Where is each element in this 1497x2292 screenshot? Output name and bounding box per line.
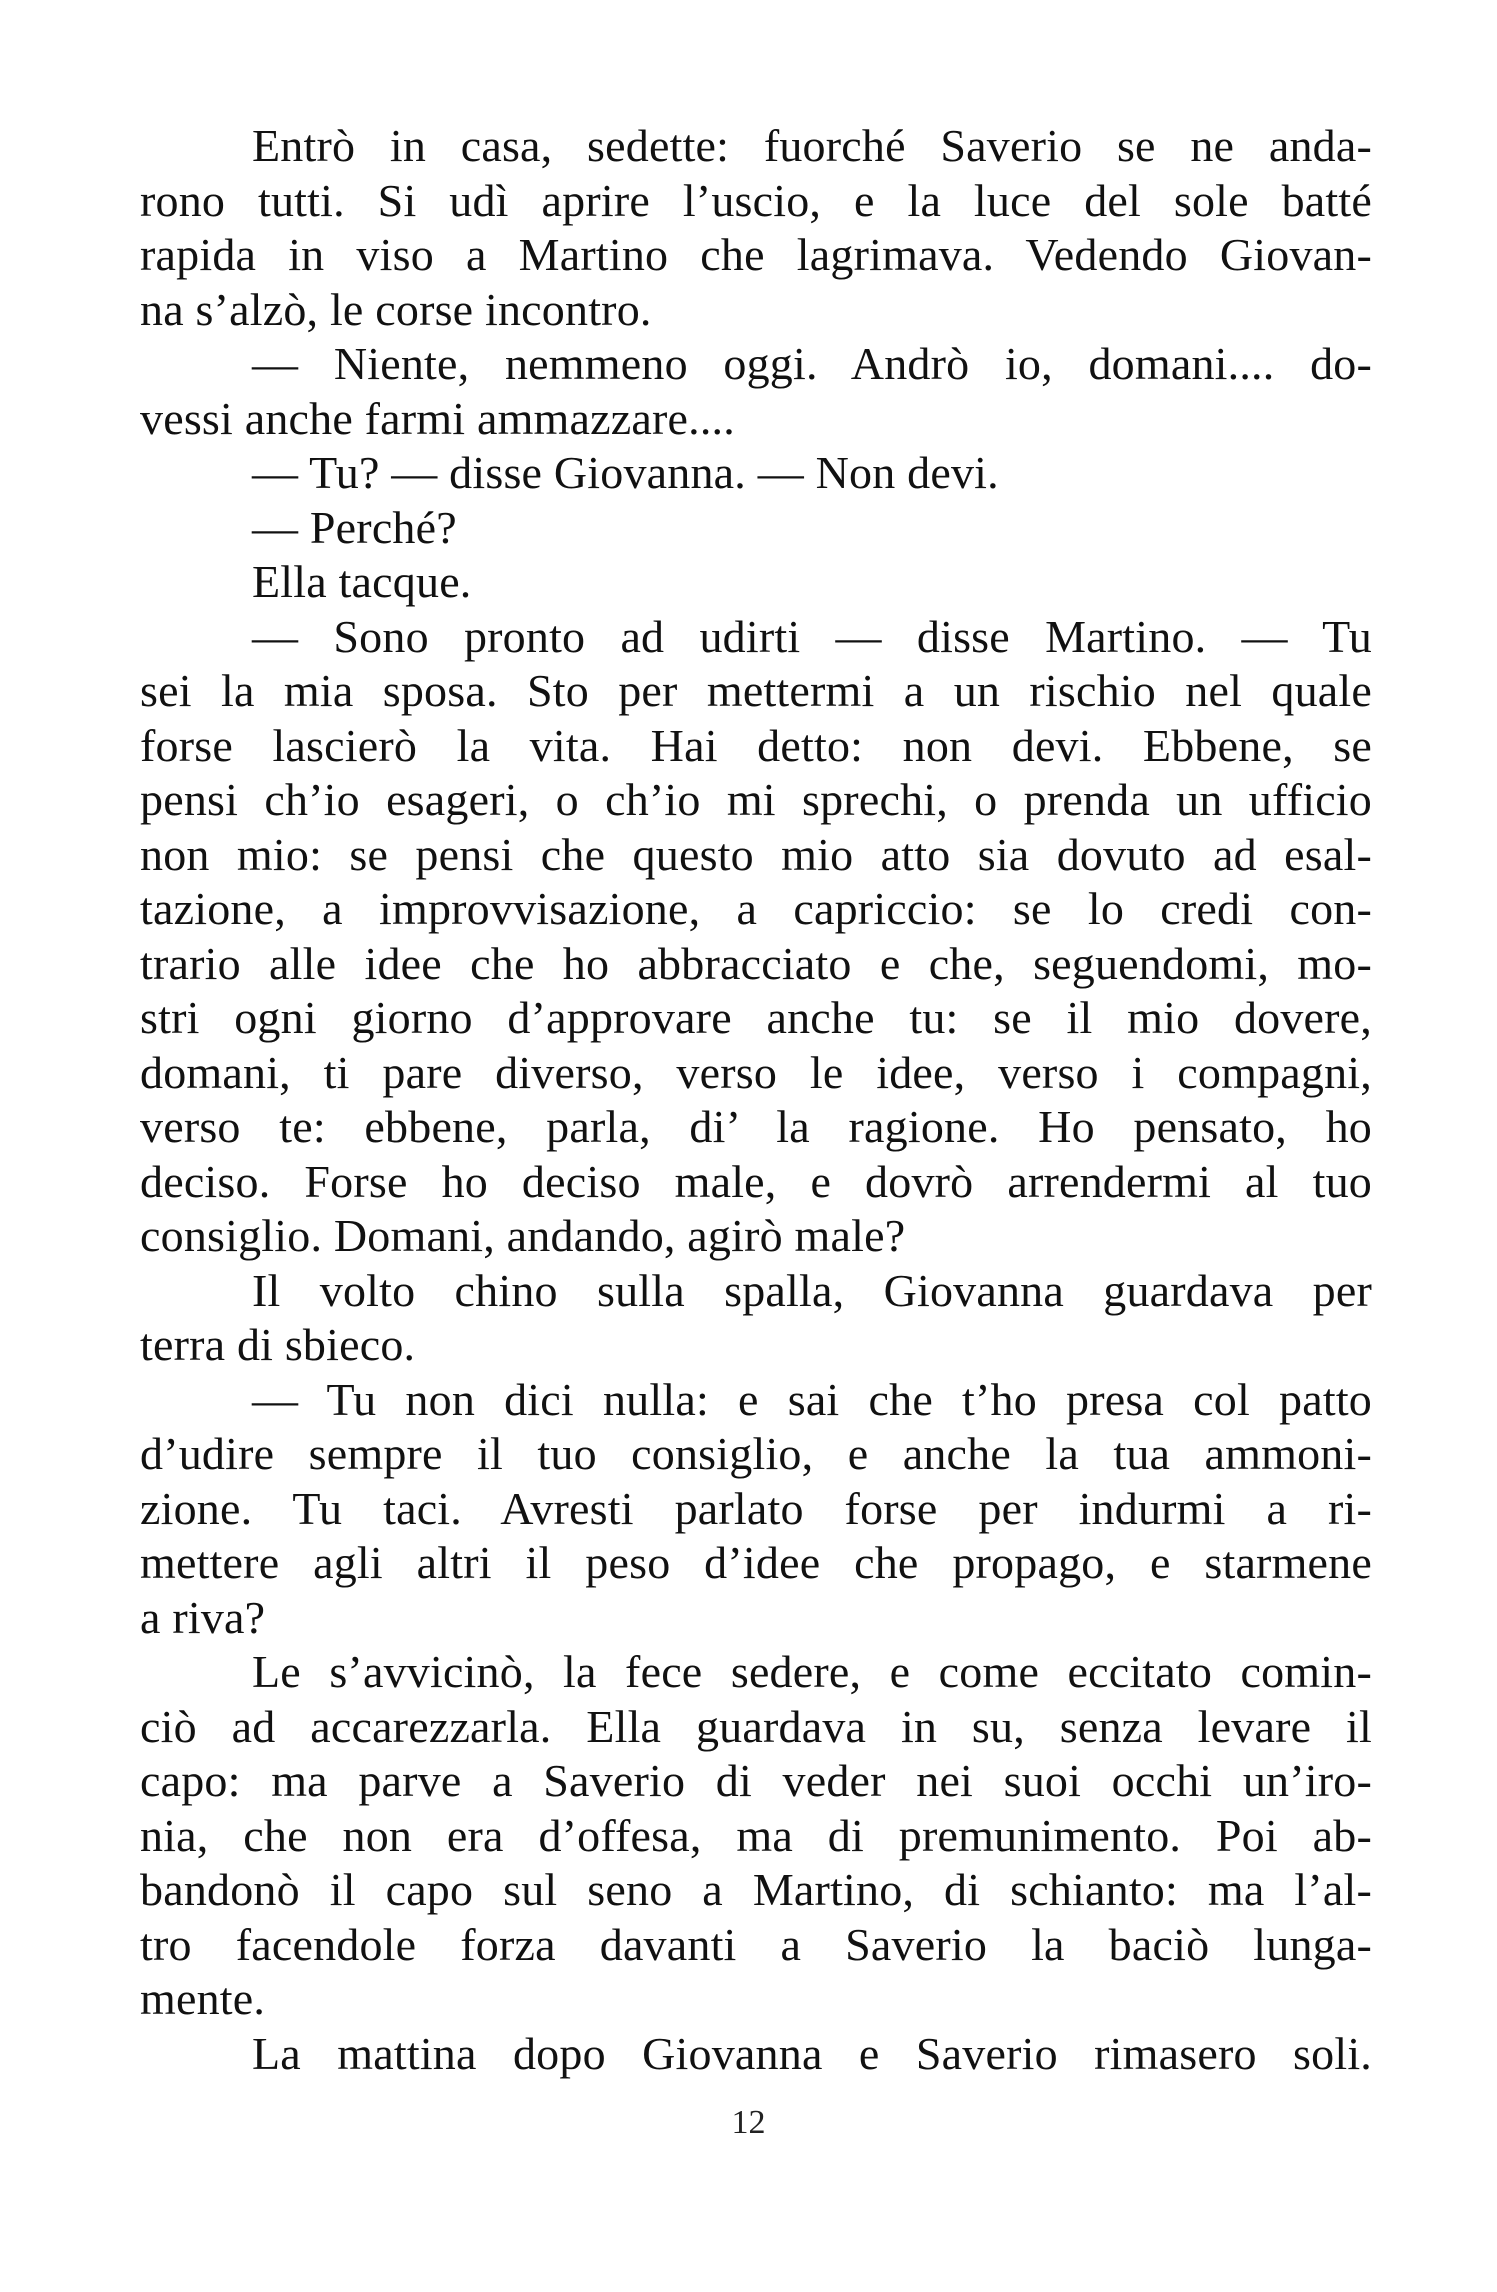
text-line: stri ogni giorno d’approvare anche tu: se il mio dovere, xyxy=(140,992,1372,1043)
text-line: vessi anche farmi ammazzare.... xyxy=(140,392,735,444)
text-line: — Sono pronto ad udirti — disse Martino. — Tu xyxy=(252,610,1372,662)
text-line: — Niente, nemmeno oggi. Andrò io, domani.... do- xyxy=(252,338,1372,389)
text-line: ciò ad accarezzarla. Ella guardava in su, senza levare il xyxy=(140,1700,1372,1752)
text-line: tro facendole forza davanti a Saverio la baciò lunga- xyxy=(140,1918,1372,1970)
text-line: mettere agli altri il peso d’idee che propago, e starmene xyxy=(140,1537,1372,1588)
text-line: non mio: se pensi che questo mio atto sia dovuto ad esal- xyxy=(140,828,1372,880)
body-text xyxy=(140,119,1372,2081)
text-line: Le s’avvicinò, la fece sedere, e come eccitato comin- xyxy=(252,1646,1372,1697)
text-line: — Tu non dici nulla: e sai che t’ho presa col patto xyxy=(252,1373,1372,1425)
text-line: Il volto chino sulla spalla, Giovanna guardava per xyxy=(252,1264,1372,1316)
text-line: zione. Tu taci. Avresti parlato forse per indurmi a ri- xyxy=(140,1482,1372,1534)
text-line: na s’alzò, le corse incontro. xyxy=(140,283,652,335)
text-line: mente. xyxy=(140,1973,266,2024)
text-line: deciso. Forse ho deciso male, e dovrò arrendermi al tuo xyxy=(140,1155,1372,1207)
text-line: pensi ch’io esageri, o ch’io mi sprechi, o prenda un ufficio xyxy=(140,774,1372,825)
text-line: forse lascierò la vita. Hai detto: non devi. Ebbene, se xyxy=(140,719,1372,771)
text-line: La mattina dopo Giovanna e Saverio rimasero soli. xyxy=(252,2027,1372,2079)
text-line: rono tutti. Si udì aprire l’uscio, e la luce del sole batté xyxy=(140,174,1372,226)
text-line: Entrò in casa, sedette: fuorché Saverio se ne anda- xyxy=(252,120,1372,171)
page-number: 12 xyxy=(731,2104,766,2141)
text-line: Ella tacque. xyxy=(252,556,472,607)
text-line: terra di sbieco. xyxy=(140,1319,416,1370)
text-line: a riva? xyxy=(140,1591,266,1643)
text-line: rapida in viso a Martino che lagrimava. Vedendo Giovan- xyxy=(140,229,1372,280)
text-line: sei la mia sposa. Sto per mettermi a un rischio nel quale xyxy=(140,665,1372,716)
text-line: tazione, a improvvisazione, a capriccio: se lo credi con- xyxy=(140,883,1372,934)
text-line: — Tu? — disse Giovanna. — Non devi. xyxy=(252,447,999,498)
text-line: domani, ti pare diverso, verso le idee, verso i compagni, xyxy=(140,1046,1372,1098)
text-line: capo: ma parve a Saverio di veder nei suoi occhi un’iro- xyxy=(140,1755,1372,1806)
text-line: d’udire sempre il tuo consiglio, e anche la tua ammoni- xyxy=(140,1428,1372,1479)
text-line: consiglio. Domani, andando, agirò male? xyxy=(140,1210,906,1261)
text-line: verso te: ebbene, parla, di’ la ragione. Ho pensato, ho xyxy=(140,1101,1372,1152)
text-line: trario alle idee che ho abbracciato e che, seguendomi, mo- xyxy=(140,937,1372,989)
text-line: nia, che non era d’offesa, ma di premunimento. Poi ab- xyxy=(140,1809,1372,1861)
text-line: bandonò il capo sul seno a Martino, di schianto: ma l’al- xyxy=(140,1864,1372,1915)
text-line: — Perché? xyxy=(252,501,457,553)
